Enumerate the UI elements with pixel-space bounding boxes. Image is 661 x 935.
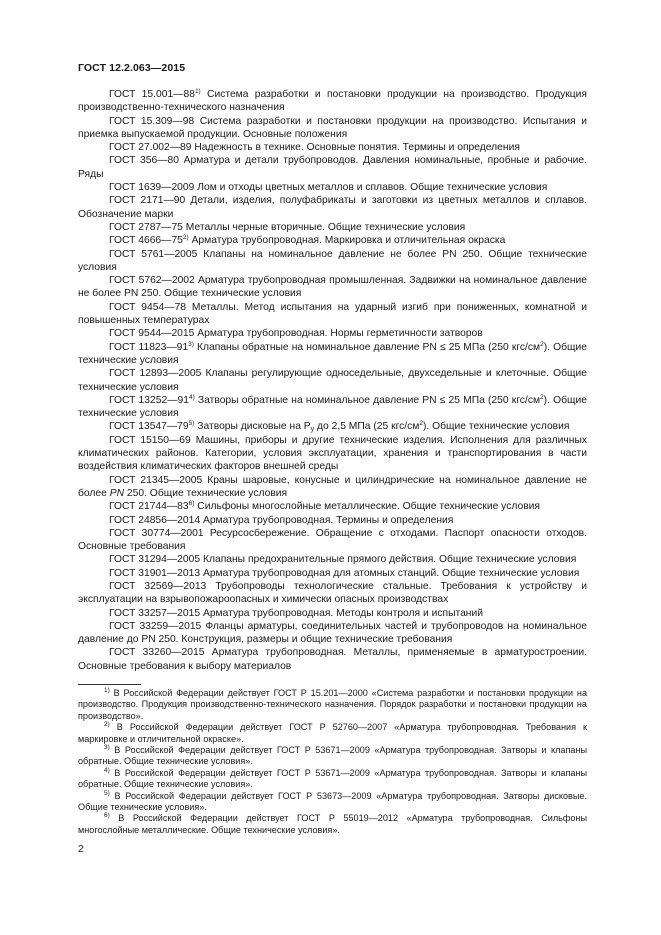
footnote-item (78, 722, 587, 745)
footnote-item (78, 791, 587, 814)
reference-title: Система разработки и постановки продукции на производство. Продукция производственно-технического назначения (78, 89, 588, 114)
reference-title: до 2,5 МПа (25 кгс/см (314, 421, 420, 433)
footnote-text: В Российской Федерации действует ГОСТ Р 52760—2007 «Арматура трубопроводная. Требования к маркировке и отличительной окраске». (78, 722, 587, 744)
footnote-mark: 5) (104, 789, 110, 797)
reference-item (78, 194, 587, 221)
reference-code: ГОСТ 9454—78 (109, 301, 186, 313)
reference-title: Система разработки и постановки продукции на производство. Испытания и приемка выпускаемой продукции. Основные положения (78, 115, 587, 140)
reference-title: Лом и отходы цветных металлов и сплавов. Общие технические условия (194, 182, 548, 194)
reference-title: Арматура и детали трубопроводов. Давления номинальные, пробные и рабочие. Ряды (78, 155, 588, 180)
reference-item (78, 221, 587, 234)
reference-item (78, 567, 587, 580)
footnote-text: В Российской Федерации действует ГОСТ Р 53673—2009 «Арматура трубопроводная. Затворы дисковые. Общие технические условия». (78, 790, 587, 813)
reference-title: Арматура трубопроводная для атомных станций. Общие технические условия (200, 567, 580, 579)
reference-item (78, 327, 587, 340)
reference-code: ГОСТ 31294—2005 (109, 554, 201, 566)
reference-code: ГОСТ 27.002—89 (109, 142, 192, 154)
page-number: 2 (78, 843, 84, 855)
footnotes-list (78, 688, 587, 836)
footnote-item (78, 813, 587, 836)
reference-code: ГОСТ 30774—2001 (109, 527, 204, 539)
unit-superscript: 2 (540, 393, 544, 401)
reference-code: ГОСТ 15.309—98 (109, 115, 195, 127)
reference-item (78, 620, 587, 647)
reference-item (78, 88, 587, 115)
reference-title: 250. Общие технические условия (124, 487, 288, 499)
reference-item (78, 341, 587, 368)
footnote-marker: 6) (188, 500, 195, 508)
reference-item (78, 154, 587, 181)
reference-item (78, 248, 587, 275)
reference-code: ГОСТ 2171—90 (109, 195, 186, 207)
reference-code: ГОСТ 9544—2015 (109, 328, 195, 340)
reference-code: ГОСТ 5762—2002 (109, 275, 195, 287)
reference-code: ГОСТ 13547—79 (109, 421, 189, 433)
reference-title: Арматура трубопроводная. Металлы, применяемые в арматуростроении. Основные требования к выбору материалов (78, 647, 587, 672)
reference-title: Металлы. Метод испытания на ударный изгиб при пониженных, комнатной и повышенных температурах (78, 301, 587, 327)
reference-code: ГОСТ 12893—2005 (109, 368, 202, 380)
footnote-marker: 1) (194, 88, 201, 95)
reference-code: ГОСТ 33257—2015 (109, 607, 201, 619)
reference-title: Клапаны регулирующие односедельные, двухседельные и клеточные. Общие технические условия (78, 368, 587, 393)
reference-title: Детали, изделия, полуфабрикаты и заготовки из цветных металлов и сплавов. Обозначение марки (78, 195, 587, 220)
footnote-mark: 1) (104, 687, 110, 694)
reference-code: ГОСТ 31901—2013 (109, 567, 201, 579)
reference-title: Ресурсосбережение. Обращение с отходами. Паспорт опасности отходов. Основные требования (78, 527, 588, 553)
footnote-marker: 4) (188, 393, 195, 401)
reference-item (78, 553, 587, 566)
reference-title: Затворы дисковые на P (194, 421, 311, 433)
reference-title: Сильфоны многослойные металлические. Общие технические условия (194, 501, 540, 513)
footnote-item (78, 745, 587, 768)
reference-title: Арматура трубопроводная. Маркировка и отличительная окраска (188, 235, 506, 247)
reference-item (78, 394, 587, 421)
reference-item (78, 434, 587, 474)
reference-item (78, 420, 587, 433)
footnote-mark: 4) (104, 766, 110, 774)
reference-title: ). Общие технические условия (78, 394, 587, 420)
reference-title: Краны шаровые, конусные и цилиндрические на номинальное давление не более (78, 474, 587, 499)
reference-item (78, 474, 587, 501)
reference-title: Надежность в технике. Основные понятия. Термины и определения (191, 142, 520, 154)
reference-item (78, 234, 587, 247)
reference-code: ГОСТ 13252—91 (109, 394, 189, 406)
reference-item (78, 274, 587, 301)
reference-title: Арматура трубопроводная. Нормы герметичности затворов (194, 328, 483, 340)
reference-item (78, 580, 587, 607)
reference-code: ГОСТ 5761—2005 (109, 248, 198, 260)
reference-title: Арматура трубопроводная. Методы контроля и испытаний (200, 607, 484, 619)
reference-code: ГОСТ 11823—91 (109, 341, 189, 353)
reference-title: Затворы обратные на номинальное давление PN ≤ 25 МПа (250 кгс/см (194, 394, 541, 406)
reference-code: ГОСТ 24856—2014 (109, 514, 201, 526)
footnote-separator (78, 684, 141, 685)
reference-code: ГОСТ 21345—2005 (109, 474, 203, 486)
reference-item (78, 367, 587, 394)
reference-item (78, 115, 587, 142)
footnote-text: В Российской Федерации действует ГОСТ Р 53671—2009 «Арматура трубопроводная. Затворы и клапаны обратные. Общие технические условия». (78, 767, 587, 790)
reference-code: ГОСТ 15150—69 (109, 434, 191, 446)
normative-references-list (78, 88, 587, 673)
italic-term: PN (109, 487, 125, 499)
reference-title: Фланцы арматуры, соединительных частей и трубопроводов на номинальное давление до PN 250. Конструкция, размеры и общие технические требования (78, 620, 587, 646)
reference-code: ГОСТ 4666—75 (109, 235, 183, 247)
reference-item (78, 646, 587, 673)
footnote-text: В Российской Федерации действует ГОСТ Р 53671—2009 «Арматура трубопроводная. Затворы и клапаны обратные. Общие технические условия». (78, 745, 587, 767)
reference-title: Арматура трубопроводная промышленная. Задвижки на номинальное давление не более PN 250. Общие технические условия (78, 275, 587, 300)
unit-superscript: 2 (419, 420, 423, 428)
footnote-mark: 2) (104, 721, 110, 729)
footnote-text: В Российской Федерации действует ГОСТ Р 15.201—2000 «Система разработки и постановки продукции на производство. Продукция производственно-технического назначения. Порядок разработки и постановки продукции на производство». (78, 688, 587, 721)
reference-title: Трубопроводы технологические стальные. Требования к устройству и эксплуатации на взрывопожароопасных и химически опасных производствах (78, 580, 587, 606)
reference-code: ГОСТ 32569—2013 (109, 580, 207, 592)
footnote-item (78, 768, 587, 791)
reference-code: ГОСТ 356—80 (109, 155, 179, 167)
reference-title: Металлы черные вторичные. Общие технические условия (182, 221, 466, 233)
reference-code: ГОСТ 33260—2015 (109, 647, 205, 659)
reference-title: Клапаны на номинальное давление не более PN 250. Общие технические условия (78, 248, 587, 273)
reference-item (78, 500, 587, 513)
subscript: у (310, 426, 315, 434)
footnote-item (78, 688, 587, 722)
footnote-mark: 3) (104, 744, 110, 752)
page-header-title: ГОСТ 12.2.063—2015 (78, 62, 186, 74)
reference-code: ГОСТ 21744—83 (109, 501, 189, 513)
reference-item (78, 514, 587, 527)
footnote-mark: 6) (104, 812, 110, 820)
footnote-text: В Российской Федерации действует ГОСТ Р 55019—2012 «Арматура трубопроводная. Сильфоны многослойные металлические. Общие технические условия». (78, 813, 587, 835)
unit-superscript: 2 (540, 340, 544, 348)
footnote-marker: 3) (188, 340, 194, 348)
footnote-marker: 2) (182, 234, 189, 242)
reference-item (78, 607, 587, 620)
reference-item (78, 181, 587, 194)
reference-title: Клапаны предохранительные прямого действия. Общие технические условия (200, 554, 577, 566)
reference-title: ). Общие технические условия (78, 341, 587, 366)
reference-item (78, 301, 587, 328)
footnote-marker: 5) (188, 420, 195, 428)
reference-item (78, 527, 587, 554)
reference-title: Машины, приборы и другие технические изделия. Исполнения для различных климатических районов. Категории, условия эксплуатации, хранения и транспортирования в части воздействия климатических факторов внешней среды (78, 434, 587, 473)
reference-title: Арматура трубопроводная. Термины и определения (200, 514, 454, 526)
reference-item (78, 141, 587, 154)
reference-code: ГОСТ 15.001—88 (109, 89, 195, 100)
reference-code: ГОСТ 33259—2015 (109, 620, 202, 632)
reference-code: ГОСТ 2787—75 (109, 221, 183, 233)
reference-code: ГОСТ 1639—2009 (109, 182, 195, 194)
reference-title: ). Общие технические условия (423, 421, 570, 433)
reference-title: Клапаны обратные на номинальное давление PN ≤ 25 МПа (250 кгс/см (193, 341, 541, 353)
